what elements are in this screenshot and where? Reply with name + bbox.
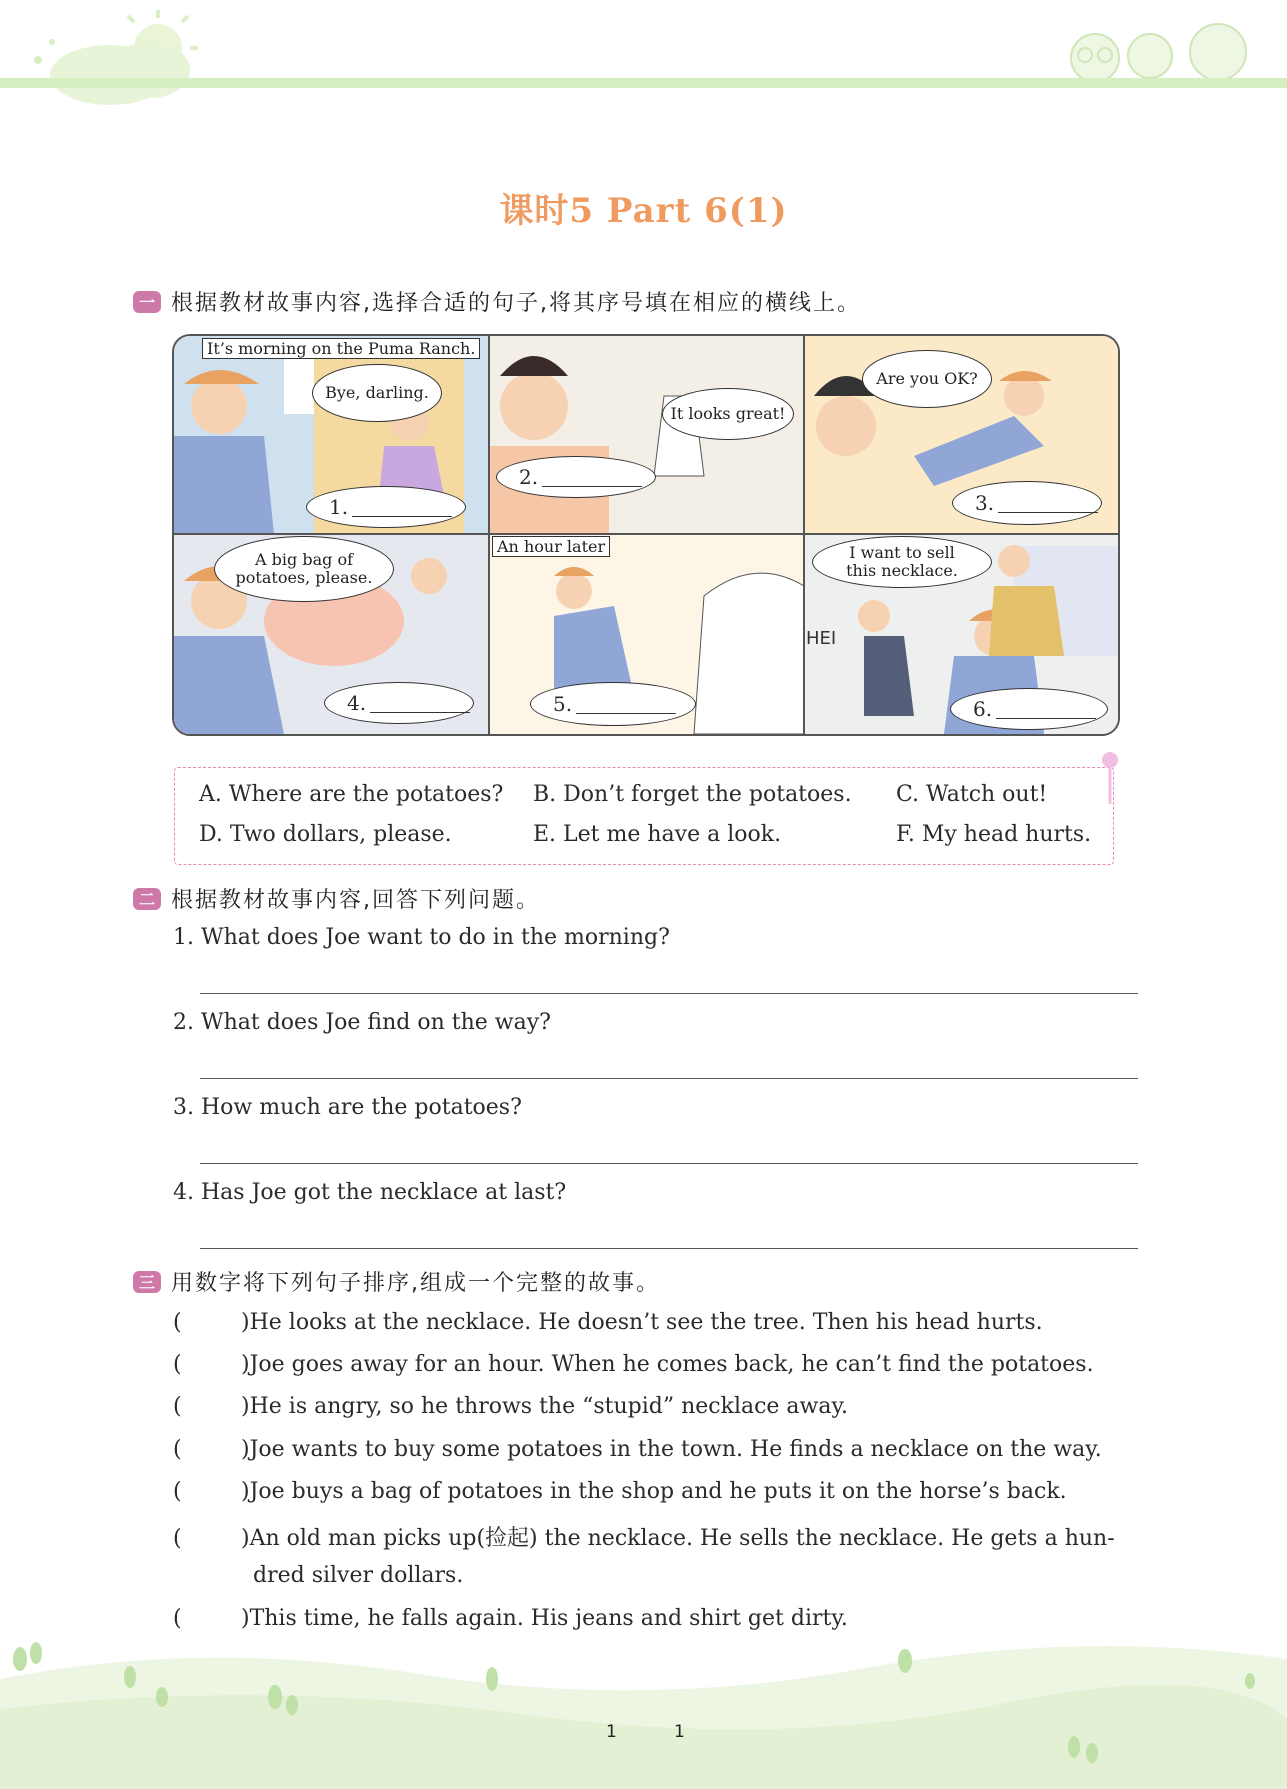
options-box [174, 767, 1114, 865]
section-instruction: 用数字将下列句子排序,组成一个完整的故事。 [171, 1271, 660, 1296]
blank-line [370, 694, 470, 713]
option-e: E. Let me have a look. [533, 822, 782, 847]
order-blank[interactable]: ( [173, 1479, 182, 1504]
option-a: A. Where are the potatoes? [199, 782, 504, 807]
order-item-7: ( )This time, he falls again. His jeans and shirt get dirty. [173, 1606, 848, 1631]
order-item-6-continued: dred silver dollars. [253, 1563, 464, 1588]
option-d: D. Two dollars, please. [199, 822, 452, 847]
page-number-right: 1 [674, 1722, 685, 1742]
question-4: 4. Has Joe got the necklace at last? [173, 1180, 567, 1205]
section-2-header [133, 883, 540, 914]
order-item-3: ( )He is angry, so he throws the “stupid” necklace away. [173, 1394, 848, 1419]
blank-number: 6. [973, 697, 993, 721]
header-art [0, 0, 1287, 120]
blank-line [352, 498, 452, 517]
order-sentence: He is angry, so he throws the “stupid” necklace away. [249, 1394, 848, 1419]
order-item-2: ( )Joe goes away for an hour. When he comes back, he can’t find the potatoes. [173, 1352, 1094, 1377]
section-3-header [133, 1266, 660, 1297]
section-badge: 三 [133, 1271, 161, 1293]
answer-blank-4[interactable] [324, 682, 474, 724]
flower-icon [1090, 748, 1130, 808]
order-blank[interactable]: ( [173, 1526, 182, 1551]
page-number-left: 1 [606, 1722, 617, 1742]
blank-line [542, 468, 642, 487]
blank-number: 4. [347, 691, 367, 715]
shop-sign: HEI [806, 628, 837, 649]
answer-blank-5[interactable] [530, 682, 696, 726]
answer-blank-2[interactable] [496, 456, 656, 498]
section-badge: 二 [133, 888, 161, 910]
blank-line [996, 700, 1096, 719]
panel-4-bubble: A big bag of potatoes, please. [214, 536, 394, 602]
panel-1-bubble: Bye, darling. [312, 364, 442, 422]
lesson-title: 课时5 Part 6(1) [499, 191, 788, 231]
order-blank[interactable]: ( [173, 1437, 182, 1462]
section-badge: 一 [133, 291, 161, 313]
order-sentence: Joe goes away for an hour. When he comes back, he can’t find the potatoes. [249, 1352, 1094, 1377]
order-blank[interactable]: ( [173, 1606, 182, 1631]
section-instruction: 根据教材故事内容,回答下列问题。 [171, 888, 540, 913]
question-3: 3. How much are the potatoes? [173, 1095, 522, 1120]
blank-number: 1. [329, 495, 349, 519]
footer-landscape [0, 1619, 1287, 1789]
panel-3-bubble: Are you OK? [862, 350, 992, 408]
panel-2-bubble: It looks great! [662, 388, 794, 440]
comic-strip [172, 334, 1120, 736]
panel-6-bubble: I want to sell this necklace. [812, 536, 992, 588]
order-sentence: Joe buys a bag of potatoes in the shop and he puts it on the horse’s back. [249, 1479, 1067, 1504]
section-1-header [133, 286, 861, 317]
header-decoration [0, 0, 1287, 120]
answer-line-3[interactable] [200, 1163, 1138, 1164]
section-instruction: 根据教材故事内容,选择合适的句子,将其序号填在相应的横线上。 [171, 291, 861, 316]
blank-line [998, 494, 1098, 513]
blank-number: 5. [553, 692, 573, 716]
option-b: B. Don’t forget the potatoes. [533, 782, 852, 807]
order-sentence: An old man picks up(捡起) the necklace. He sells the necklace. He gets a hun- [249, 1526, 1115, 1551]
answer-blank-6[interactable] [950, 688, 1108, 730]
blank-number: 3. [975, 491, 995, 515]
question-1: 1. What does Joe want to do in the morning? [173, 925, 670, 950]
answer-blank-1[interactable] [306, 486, 466, 528]
animal-heads-icon [1071, 24, 1246, 82]
question-2: 2. What does Joe find on the way? [173, 1010, 551, 1035]
option-c: C. Watch out! [896, 782, 1048, 807]
order-item-4: ( )Joe wants to buy some potatoes in the town. He finds a necklace on the way. [173, 1437, 1102, 1462]
answer-line-1[interactable] [200, 993, 1138, 994]
answer-blank-3[interactable] [952, 481, 1102, 525]
panel-5-caption: An hour later [492, 536, 610, 557]
order-sentence: This time, he falls again. His jeans and shirt get dirty. [249, 1606, 848, 1631]
option-f: F. My head hurts. [896, 822, 1092, 847]
blank-line [576, 695, 676, 714]
header-band [0, 78, 1287, 88]
answer-line-4[interactable] [200, 1248, 1138, 1249]
order-sentence: He looks at the necklace. He doesn’t see the tree. Then his head hurts. [249, 1310, 1043, 1335]
answer-line-2[interactable] [200, 1078, 1138, 1079]
order-blank[interactable]: ( [173, 1352, 182, 1377]
order-item-1: ( )He looks at the necklace. He doesn’t see the tree. Then his head hurts. [173, 1310, 1043, 1335]
order-item-5: ( )Joe buys a bag of potatoes in the shop and he puts it on the horse’s back. [173, 1479, 1067, 1504]
order-blank[interactable]: ( [173, 1394, 182, 1419]
order-sentence: Joe wants to buy some potatoes in the town. He finds a necklace on the way. [249, 1437, 1102, 1462]
panel-1-caption: It’s morning on the Puma Ranch. [202, 338, 480, 359]
order-blank[interactable]: ( [173, 1310, 182, 1335]
blank-number: 2. [519, 465, 539, 489]
order-item-6: ( )An old man picks up(捡起) the necklace. He sells the necklace. He gets a hun- [173, 1526, 1115, 1551]
